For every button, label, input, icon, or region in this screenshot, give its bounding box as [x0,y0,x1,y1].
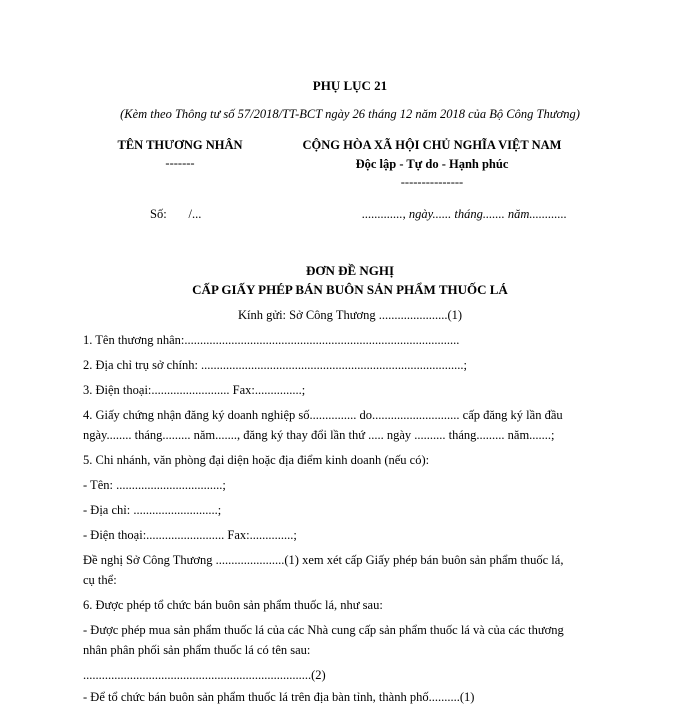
appendix-title: PHỤ LỤC 21 [312,78,388,93]
body-line-phone-fax: 3. Điện thoại:......................... Fax:...............; [83,383,306,397]
body-line-branch-name: - Tên: ..................................; [83,478,226,492]
national-motto: Độc lập - Tự do - Hạnh phúc [355,157,509,171]
country-name: CỘNG HÒA XÃ HỘI CHỦ NGHĨA VIỆT NAM [302,138,562,152]
document-title-line1: ĐƠN ĐỀ NGHỊ [305,263,395,278]
body-line-registration: 4. Giấy chứng nhận đăng ký doanh nghiệp số............... do............................ cấp đăng ký lần đầu [83,408,563,422]
body-line-distributors: nhân phân phối sản phẩm thuốc lá có tên sau: [83,643,311,657]
body-line-registration-dates: ngày........ tháng......... năm......., đăng ký thay đổi lần thứ ..... ngày .......... tháng......... năm.......; [83,428,555,442]
body-line-sales-area: - Để tổ chức bán buôn sản phẩm thuốc lá trên địa bàn tỉnh, thành phố..........(1) [83,690,475,704]
body-line-head-office: 2. Địa chỉ trụ sở chính: ....................................................................................; [83,358,468,372]
body-line-specifically: cụ thể: [83,573,117,587]
greeting-line: Kính gửi: Sở Công Thương ......................(1) [237,308,463,322]
body-line-distributor-blank: .........................................................................(2) [83,668,326,682]
body-line-branch-address: - Địa chỉ: ...........................; [83,503,222,517]
body-line-permission-heading: 6. Được phép tổ chức bán buôn sản phẩm thuốc lá, như sau: [83,598,383,612]
motto-divider: --------------- [400,175,464,189]
body-line-purchase-permission: - Được phép mua sản phẩm thuốc lá của các Nhà cung cấp sản phẩm thuốc lá và của các thương [83,623,564,637]
appendix-note: (Kèm theo Thông tư số 57/2018/TT-BCT ngày 26 tháng 12 năm 2018 của Bộ Công Thương) [120,107,580,121]
document-title-line2: CẤP GIẤY PHÉP BÁN BUÔN SẢN PHẨM THUỐC LÁ [192,282,508,297]
merchant-name-label: TÊN THƯƠNG NHÂN [117,138,243,152]
document-number: Số: /... [150,207,202,221]
body-line-merchant-name: 1. Tên thương nhân:........................................................................................ [83,333,460,347]
body-line-request: Đề nghị Sở Công Thương ......................(1) xem xét cấp Giấy phép bán buôn sản phẩm thuốc lá, [83,553,564,567]
merchant-divider: ------- [165,156,195,170]
document-date: ............., ngày...... tháng....... năm............ [362,207,567,221]
body-line-branch-phone: - Điện thoại:......................... Fax:..............; [83,528,297,542]
body-line-branch-heading: 5. Chi nhánh, văn phòng đại diện hoặc địa điểm kinh doanh (nếu có): [83,453,430,467]
